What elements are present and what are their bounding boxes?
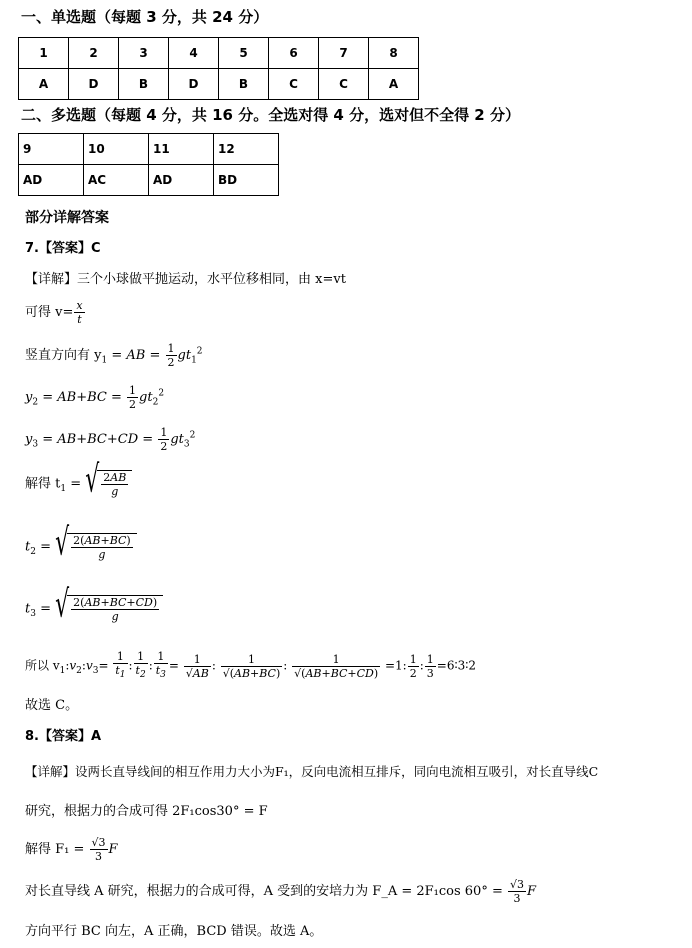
q8-line4: 对长直导线 A 研究，根据力的合成可得，A 受到的安培力为 F_A = 2F₁cos 60° = $\frac{√3}{3}$ F [25, 878, 537, 905]
table-cell-answer-1: A [19, 69, 69, 100]
q8-line2: 研究，根据力的合成可得 2F₁cos30° = F [25, 804, 268, 819]
table-cell-answer-7: C [319, 69, 369, 100]
table-cell-answer-3: AD [149, 165, 214, 196]
table-cell-number-3: 3 [119, 38, 169, 69]
table-row [19, 165, 279, 196]
section1-title: 一、单选题（每题 3 分，共 24 分） [21, 8, 269, 26]
q7-detail-intro: 【详解】三个小球做平抛运动，水平位移相同，由 x=vt [25, 272, 346, 287]
q7-line-ratio: 所以 $v_1:v_2:v_3=$ $\frac{1}{t_1}$ : $\frac{1}{t_2}$ : $\frac{1}{t_3}$ = $\frac{1}{√AB}$ : $\frac{1}{√(AB+BC)}$ : $\frac{1}{√(AB+BC+CD)}$ =1: $\frac{1}{2}$ : $\frac{1}{3}$ =6∶3∶2 [25, 650, 476, 681]
table-cell-number-5: 5 [219, 38, 269, 69]
section2-title: 二、多选题（每题 4 分，共 16 分。全选对得 4 分，选对但不全得 2 分） [21, 106, 520, 124]
q7-line-t1: 解得 $t_1$ = √ $\frac{2AB}{g}$ [25, 470, 132, 498]
table-cell-number-8: 8 [369, 38, 419, 69]
single-choice-answer-table [18, 37, 419, 100]
table-cell-number-1: 1 [19, 38, 69, 69]
table-cell-number-2: 2 [69, 38, 119, 69]
q8-line5: 方向平行 BC 向左，A 正确，BCD 错误。故选 A。 [25, 924, 323, 939]
q7-conclusion: 故选 C。 [25, 698, 79, 713]
table-cell-number-1: 9 [19, 134, 84, 165]
q7-line-v: 可得 v= $\frac{x}{t}$ [25, 299, 83, 326]
table-row [19, 38, 419, 69]
table-cell-number-6: 6 [269, 38, 319, 69]
detail-title: 部分详解答案 [25, 210, 109, 226]
table-cell-answer-4: BD [214, 165, 279, 196]
table-cell-answer-4: D [169, 69, 219, 100]
table-cell-number-7: 7 [319, 38, 369, 69]
q8-detail-intro: 【详解】设两长直导线间的相互作用力大小为F₁，反向电流相互排斥，同向电流相互吸引，对长直导线C [25, 764, 599, 779]
table-cell-answer-6: C [269, 69, 319, 100]
table-cell-answer-2: D [69, 69, 119, 100]
table-row [19, 69, 419, 100]
q7-answer-label: 7.【答案】C [25, 241, 101, 256]
table-cell-answer-5: B [219, 69, 269, 100]
table-cell-answer-3: B [119, 69, 169, 100]
table-cell-answer-1: AD [19, 165, 84, 196]
q7-line-t3: $t_3$ = √ $\frac{2(AB+BC+CD)}{g}$ [25, 595, 163, 623]
q7-line-y2: $y_2 = AB+BC$ = $\frac{1}{2}$ $gt_2^2$ [25, 384, 165, 411]
multi-choice-answer-table [18, 133, 279, 196]
table-cell-number-2: 10 [84, 134, 149, 165]
table-cell-number-3: 11 [149, 134, 214, 165]
table-cell-number-4: 4 [169, 38, 219, 69]
q7-line-y1: 竖直方向有 $y_1$ = AB = $\frac{1}{2}$ $gt_1^2$ [25, 342, 203, 369]
q7-line-t2: $t_2$ = √ $\frac{2(AB+BC)}{g}$ [25, 533, 137, 561]
table-cell-answer-8: A [369, 69, 419, 100]
table-cell-number-4: 12 [214, 134, 279, 165]
q8-answer-label: 8.【答案】A [25, 729, 102, 744]
table-row [19, 134, 279, 165]
table-cell-answer-2: AC [84, 165, 149, 196]
q8-line3: 解得 F₁ = $\frac{√3}{3}$ F [25, 836, 118, 863]
q7-line-y3: $y_3 = AB+BC+CD$ = $\frac{1}{2}$ $gt_3^2$ [25, 426, 196, 453]
